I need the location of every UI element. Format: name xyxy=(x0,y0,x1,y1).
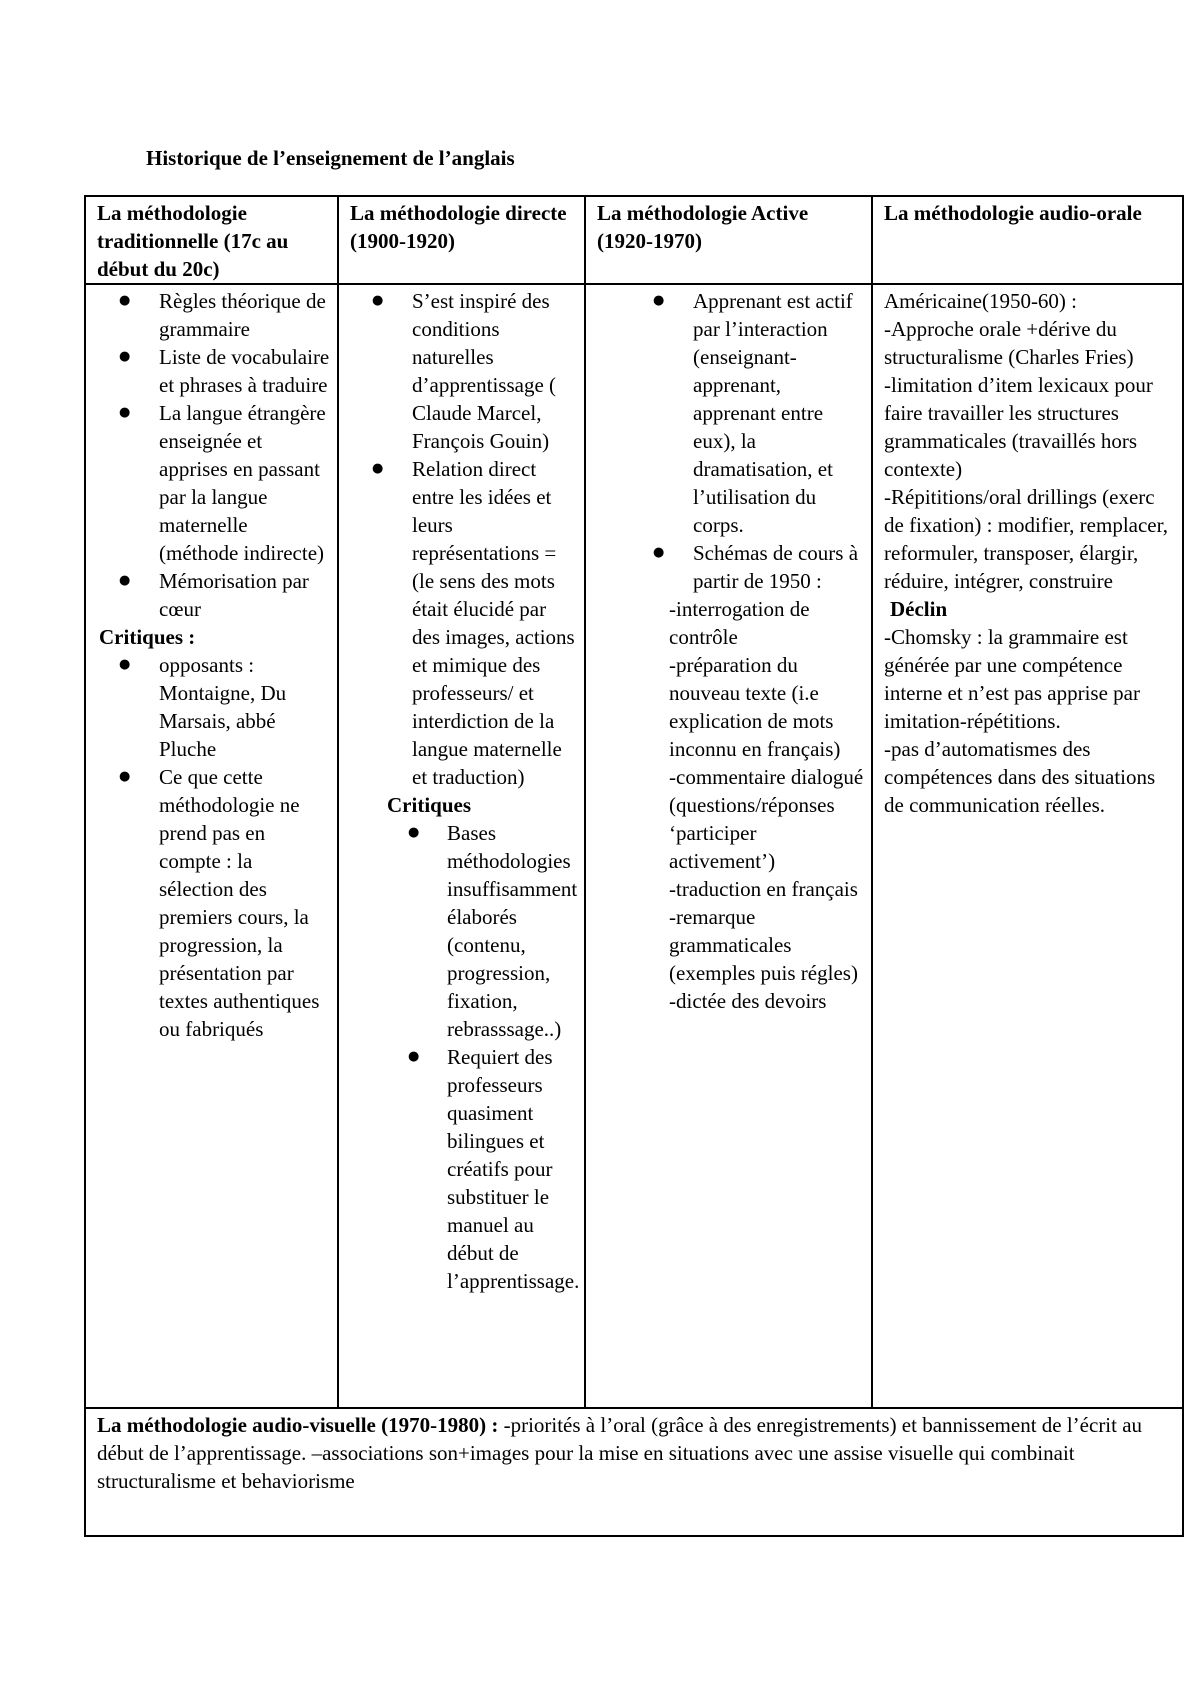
declin-label: Déclin xyxy=(890,597,948,621)
text-line: -Chomsky : la grammaire est générée par une compétence interne et n’est pas apprise par imitation-répétitions. xyxy=(884,625,1140,733)
schema-line: -interrogation de contrôle xyxy=(669,597,810,649)
schema-line: -traduction en français xyxy=(669,877,858,901)
table-footer-row xyxy=(85,1408,1183,1536)
schema-lines xyxy=(586,595,864,1015)
text-line: -limitation d’item lexicaux pour faire travailler les structures grammaticales (travaillés hors contexte) xyxy=(884,373,1153,481)
critiques-label: Critiques : xyxy=(99,625,196,649)
cell-traditionnelle xyxy=(85,284,338,1408)
critiques-label: Critiques xyxy=(387,793,471,817)
list-item: ● Relation direct entre les idées et leurs représentations = (le sens des mots était élucidé par des images, actions et mimique des professeurs/ et interdiction de la langue maternelle et traduction) xyxy=(339,455,577,791)
footer-text: -priorités à l’oral (grâce à des enregistrements) et bannissement de l’écrit au début de l’apprentissage. –associations son+images pour la mise en situations avec une assise visuelle qui combinait structuralisme et behaviorisme xyxy=(97,1413,1143,1493)
text-line: -Approche orale +dérive du structuralisme (Charles Fries) xyxy=(884,317,1134,369)
history-table xyxy=(84,195,1184,1537)
list-item: ● Requiert des professeurs quasiment bilingues et créatifs pour substituer le manuel au début de l’apprentissage. xyxy=(375,1043,577,1295)
list-item: ● Règles théorique de grammaire xyxy=(86,287,330,343)
header-directe: La méthodologie directe (1900-1920) xyxy=(338,196,585,284)
header-active: La méthodologie Active (1920-1970) xyxy=(585,196,872,284)
list-item: ● Mémorisation par cœur xyxy=(86,567,330,623)
bullet-list xyxy=(86,287,330,623)
footer-cell xyxy=(85,1408,1183,1536)
list-item: ● Apprenant est actif par l’interaction (enseignant-apprenant, apprenant entre eux), la dramatisation, et l’utilisation du corps. xyxy=(586,287,864,539)
schema-line: -préparation du nouveau texte (i.e explication de mots inconnu en français) xyxy=(669,653,841,761)
cell-audio-orale xyxy=(872,284,1183,1408)
schema-line: -remarque grammaticales (exemples puis régles) xyxy=(669,905,858,985)
critiques-list xyxy=(86,651,330,1043)
document-title: Historique de l’enseignement de l’anglais xyxy=(146,146,515,170)
list-item: ● Ce que cette méthodologie ne prend pas en compte : la sélection des premiers cours, la progression, la présentation par textes authentiques ou fabriqués xyxy=(86,763,330,1043)
text-line: Américaine(1950-60) : xyxy=(884,289,1078,313)
schema-line: -commentaire dialogué (questions/réponses ‘participer activement’) xyxy=(669,765,864,873)
list-item: ● Schémas de cours à partir de 1950 : xyxy=(586,539,864,595)
critiques-list xyxy=(375,819,580,1295)
header-traditionnelle: La méthodologie traditionnelle (17c au début du 20c) xyxy=(85,196,338,284)
list-item: ● S’est inspiré des conditions naturelles d’apprentissage ( Claude Marcel, François Gouin) xyxy=(339,287,577,455)
list-item: ● opposants : Montaigne, Du Marsais, abbé Pluche xyxy=(86,651,330,763)
text-line: -Répititions/oral drillings (exerc de fixation) : modifier, remplacer, reformuler, transposer, élargir, réduire, intégrer, construire xyxy=(884,485,1169,593)
text-line: -pas d’automatismes des compétences dans des situations de communication réelles. xyxy=(884,737,1156,817)
list-item: ● Liste de vocabulaire et phrases à traduire xyxy=(86,343,330,399)
cell-directe xyxy=(338,284,585,1408)
table-body-row xyxy=(85,284,1183,1408)
bullet-list xyxy=(339,287,577,791)
header-audio-orale: La méthodologie audio-orale xyxy=(872,196,1183,284)
list-item: ● La langue étrangère enseignée et apprises en passant par la langue maternelle (méthode indirecte) xyxy=(86,399,330,567)
footer-title: La méthodologie audio-visuelle (1970-1980) : xyxy=(97,1413,499,1437)
bullet-list xyxy=(586,287,864,595)
cell-active xyxy=(585,284,872,1408)
list-item: ● Bases méthodologies insuffisamment élaborés (contenu, progression, fixation, rebrasssage..) xyxy=(375,819,577,1043)
schema-line: -dictée des devoirs xyxy=(669,989,827,1013)
table-header-row xyxy=(85,196,1183,284)
critiques-wrap xyxy=(375,819,580,1295)
